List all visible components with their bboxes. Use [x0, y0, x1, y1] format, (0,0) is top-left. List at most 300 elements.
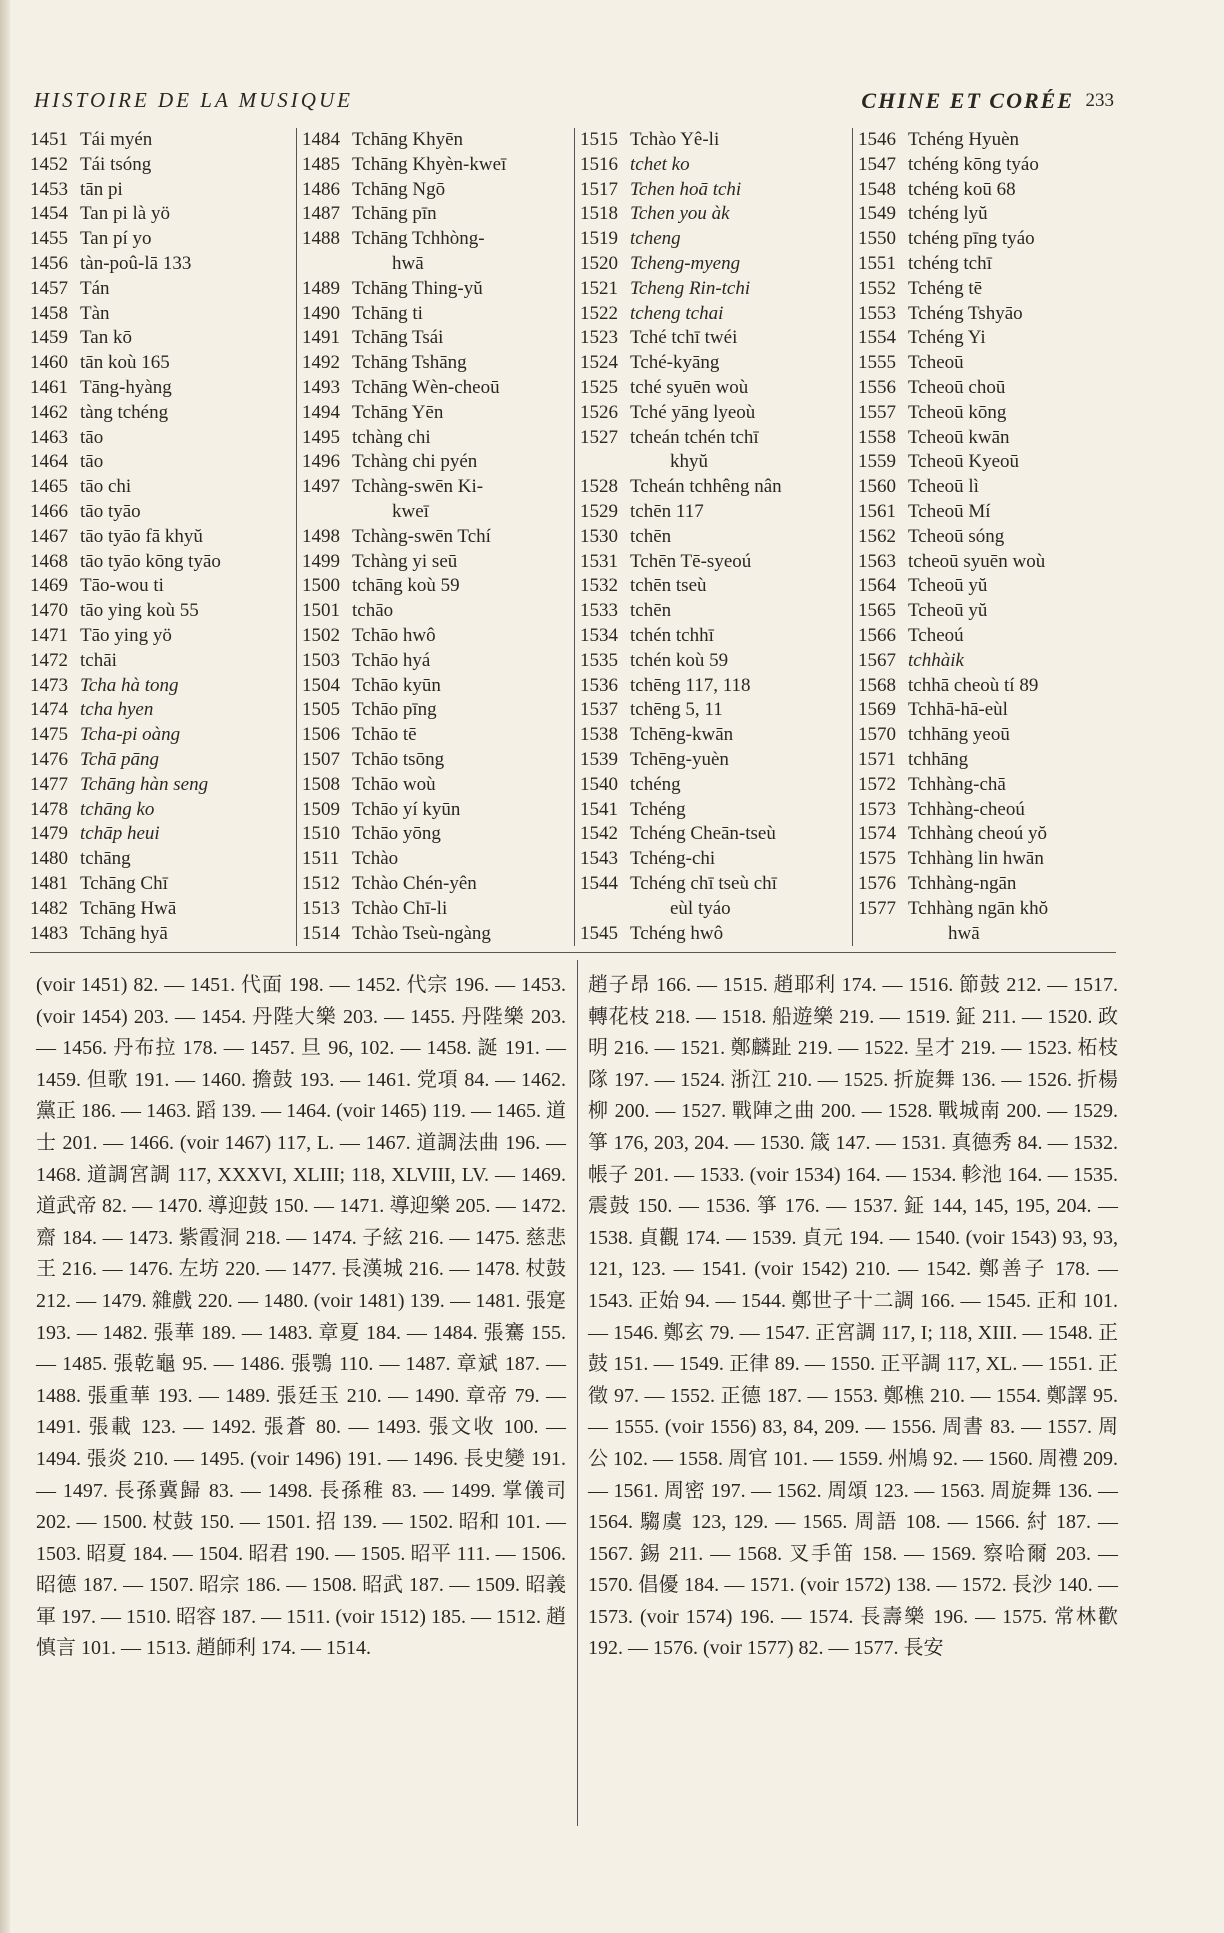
entry-number: 1536: [580, 674, 618, 696]
index-entry: [302, 450, 574, 475]
entry-term: Tchāng pīn: [352, 203, 437, 225]
index-entry: [302, 401, 574, 426]
index-entry: [302, 574, 574, 599]
index-entry: [302, 822, 574, 847]
index-entry: [858, 872, 1120, 897]
index-entry: [858, 326, 1120, 351]
index-entry: [580, 128, 852, 153]
entry-number: 1473: [30, 674, 68, 696]
index-entry: [30, 153, 292, 178]
header-title-left: HISTOIRE DE LA MUSIQUE: [34, 88, 353, 112]
entry-number: 1496: [302, 451, 340, 473]
column-rule: [574, 128, 575, 946]
entry-number: 1525: [580, 376, 618, 398]
index-entry: [30, 302, 292, 327]
entry-number: 1526: [580, 401, 618, 423]
entry-number: [858, 922, 908, 947]
entry-number: 1464: [30, 451, 68, 473]
entry-term: Tái tsóng: [80, 153, 152, 175]
entry-term: tchàng chi: [352, 426, 431, 448]
entry-number: 1576: [858, 872, 896, 894]
entry-number: 1575: [858, 848, 896, 870]
entry-number: 1506: [302, 724, 340, 746]
entry-term: Tan pi là yö: [80, 203, 170, 225]
index-entry: [858, 202, 1120, 227]
index-entry: [580, 376, 852, 401]
index-entry: [858, 376, 1120, 401]
entry-number: 1574: [858, 823, 896, 845]
index-entry: [580, 698, 852, 723]
index-entry: [302, 475, 574, 500]
entry-number: 1510: [302, 823, 340, 845]
entry-term: Tcheoū Kyeoū: [908, 451, 1020, 473]
index-entry: [580, 798, 852, 823]
entry-number: 1524: [580, 352, 618, 374]
entry-term: Tchéng-chi: [630, 848, 716, 870]
index-entry: [580, 574, 852, 599]
entry-term: Tchāng Wèn-cheoū: [352, 376, 500, 398]
entry-number: 1501: [302, 600, 340, 622]
index-entry: [858, 401, 1120, 426]
index-entry: [580, 252, 852, 277]
entry-term: Tchào Chī-li: [352, 897, 448, 919]
entry-number: 1474: [30, 699, 68, 721]
entry-term: Tchéng: [630, 798, 686, 820]
entry-term: kweī: [392, 500, 429, 522]
entry-number: 1567: [858, 649, 896, 671]
entry-term: Tcha hà tong: [80, 674, 179, 696]
entry-term: tāo tyāo: [80, 500, 141, 522]
entry-number: 1565: [858, 600, 896, 622]
section-divider: [30, 952, 1116, 953]
index-entry: [302, 649, 574, 674]
entry-term: tāo tyāo fā khyŭ: [80, 525, 203, 547]
entry-number: 1507: [302, 748, 340, 770]
entry-term: tcheng: [630, 228, 681, 250]
index-entry: [302, 326, 574, 351]
entry-number: 1509: [302, 798, 340, 820]
entry-term: tchén koù 59: [630, 649, 729, 671]
entry-number: 1477: [30, 773, 68, 795]
entry-term: tchāo: [352, 600, 394, 622]
index-entry: [30, 128, 292, 153]
entry-term: tàng tchéng: [80, 401, 169, 423]
entry-term: tchhàik: [908, 649, 964, 671]
entry-number: 1498: [302, 525, 340, 547]
index-entry: [580, 500, 852, 525]
index-entry: [580, 649, 852, 674]
entry-number: 1533: [580, 600, 618, 622]
entry-term: tchéng pīng tyáo: [908, 228, 1035, 250]
index-entry: [580, 475, 852, 500]
entry-number: 1453: [30, 178, 68, 200]
entry-number: 1491: [302, 327, 340, 349]
entry-number: [302, 500, 352, 525]
index-entry: [30, 624, 292, 649]
entry-number: 1542: [580, 823, 618, 845]
entry-number: 1478: [30, 798, 68, 820]
entry-term: tchéng: [630, 773, 681, 795]
entry-term: tāo: [80, 451, 104, 473]
entry-term: hwā: [948, 922, 980, 944]
entry-term: tchhāng: [908, 748, 969, 770]
index-entry: [858, 153, 1120, 178]
entry-term: khyŭ: [670, 451, 708, 473]
index-entry: [858, 500, 1120, 525]
entry-number: 1452: [30, 153, 68, 175]
entry-term: Tchāng ti: [352, 302, 423, 324]
entry-term: tcheng tchai: [630, 302, 724, 324]
index-entry: [858, 128, 1120, 153]
entry-term: Tcheoú: [908, 624, 964, 646]
index-entry: [302, 376, 574, 401]
index-entry: [858, 723, 1120, 748]
index-entry: [302, 550, 574, 575]
entry-number: 1486: [302, 178, 340, 200]
index-entry: [858, 351, 1120, 376]
entry-term: Tchhàng-cheoú: [908, 798, 1025, 820]
entry-term: Tchhàng lin hwān: [908, 848, 1044, 870]
entry-number: 1555: [858, 352, 896, 374]
index-entry: [302, 202, 574, 227]
entry-number: 1554: [858, 327, 896, 349]
entry-term: Tchāng Chī: [80, 872, 168, 894]
entry-term: Tchāng Tchhòng-: [352, 228, 485, 250]
index-entry: [302, 698, 574, 723]
entry-term: tāo ying koù 55: [80, 600, 199, 622]
entry-number: 1543: [580, 848, 618, 870]
entry-number: 1573: [858, 798, 896, 820]
entry-number: 1544: [580, 872, 618, 894]
entry-number: 1489: [302, 277, 340, 299]
entry-term: Tchēng-yuèn: [630, 748, 729, 770]
entry-number: 1540: [580, 773, 618, 795]
index-entry: [302, 302, 574, 327]
entry-number: 1495: [302, 426, 340, 448]
entry-term: Tchāng Thing-yŭ: [352, 277, 483, 299]
index-entry: [302, 500, 574, 525]
index-entry: [30, 500, 292, 525]
entry-term: tchēn tseù: [630, 575, 707, 597]
entry-term: Tcheoū yŭ: [908, 575, 988, 597]
entry-number: 1569: [858, 699, 896, 721]
entry-term: tchhā cheoù tí 89: [908, 674, 1039, 696]
index-entry: [30, 723, 292, 748]
entry-term: Tchéng Hyuèn: [908, 129, 1020, 150]
entry-number: 1487: [302, 203, 340, 225]
entry-term: Tāo-wou ti: [80, 575, 164, 597]
entry-number: 1480: [30, 848, 68, 870]
entry-number: 1514: [302, 922, 340, 944]
entry-number: 1539: [580, 748, 618, 770]
entry-term: tchhāng yeoū: [908, 724, 1010, 746]
entry-number: 1523: [580, 327, 618, 349]
entry-term: Tchàng chi pyén: [352, 451, 478, 473]
entry-number: 1515: [580, 129, 618, 150]
entry-number: 1475: [30, 724, 68, 746]
index-entry: [858, 450, 1120, 475]
entry-number: 1572: [858, 773, 896, 795]
index-entry: [580, 550, 852, 575]
entry-term: Tchàng-swēn Ki-: [352, 476, 484, 498]
index-entry: [858, 599, 1120, 624]
entry-number: 1519: [580, 228, 618, 250]
entry-term: Tchēng-kwān: [630, 724, 734, 746]
entry-term: Tchhàng ngān khŏ: [908, 897, 1049, 919]
entry-number: 1558: [858, 426, 896, 448]
entry-number: 1451: [30, 129, 68, 150]
entry-number: 1511: [302, 848, 340, 870]
index-column-1: [30, 128, 292, 946]
entry-number: 1490: [302, 302, 340, 324]
entry-number: 1546: [858, 129, 896, 150]
header-title-right: CHINE ET CORÉE: [861, 88, 1074, 113]
entry-number: 1541: [580, 798, 618, 820]
index-entry: [30, 426, 292, 451]
entry-term: tchéng kōng tyáo: [908, 153, 1039, 175]
index-entry: [302, 178, 574, 203]
entry-term: tchéng koū 68: [908, 178, 1016, 200]
index-entry: [580, 426, 852, 451]
page-binding-edge: [0, 0, 10, 1933]
index-entry: [30, 475, 292, 500]
index-entry: [580, 277, 852, 302]
entry-number: [580, 450, 630, 475]
entry-term: tchāng koù 59: [352, 575, 460, 597]
running-header: [34, 88, 1114, 116]
entry-term: Tcheng Rin-tchi: [630, 277, 751, 299]
entry-term: Tāng-hyàng: [80, 376, 172, 398]
entry-term: Tchào: [352, 848, 399, 870]
index-entry: [580, 897, 852, 922]
index-entry: [30, 326, 292, 351]
notes-left: (voir 1451) 82. — 1451. 代面 198. — 1452. 代宗 196. — 1453. (voir 1454) 203. — 1454. 丹陛大樂 203. — 1455. 丹陛樂 203. — 1456. 丹布拉 178. — 1457. 旦 96, 102. — 1458. 誕 191. — 1459. 但歌 191. — 1460. 擔鼓 193. — 1461. 党項 84. — 1462. 黨正 186. — 1463. 蹈 139. — 1464. (voir 1465) 119. — 1465. 道士 201. — 1466. (voir 1467) 117, L. — 1467. 道調法曲 196. — 1468. 道調宮調 117, XXXVI, XLIII; 118, XLVIII, LV. — 1469. 道武帝 82. — 1470. 導迎鼓 150. — 1471. 導迎樂 205. — 1472. 齋 184. — 1473. 紫霞洞 218. — 1474. 子絃 216. — 1475. 慈悲王 216. — 1476. 左坊 220. — 1477. 長漢城 216. — 1478. 杖鼓 212. — 1479. 雜戲 220. — 1480. (voir 1481) 139. — 1481. 張寔 193. — 1482. 張華 189. — 1483. 章夏 184. — 1484. 張騫 155. — 1485. 張乾龜 95. — 1486. 張鶚 110. — 1487. 章斌 187. — 1488. 張重華 193. — 1489. 張廷玉 210. — 1490. 章帝 79. — 1491. 張載 123. — 1492. 張蒼 80. — 1493. 張文收 100. — 1494. 張炎 210. — 1495. (voir 1496) 191. — 1496. 長史變 191. — 1497. 長孫冀歸 83. — 1498. 長孫稚 83. — 1499. 掌儀司 202. — 1500. 杖鼓 150. — 1501. 招 139. — 1502. 昭和 101. — 1503. 昭夏 184. — 1504. 昭君 190. — 1505. 昭平 111. — 1506. 昭德 187. — 1507. 昭宗 186. — 1508. 昭武 187. — 1509. 昭義軍 197. — 1510. 昭容 187. — 1511. (voir 1512) 185. — 1512. 趙慎言 101. — 1513. 趙師利 174. — 1514.: [36, 974, 566, 1660]
entry-number: 1521: [580, 277, 618, 299]
entry-term: tāo tyāo kōng tyāo: [80, 550, 221, 572]
entry-term: Tchā pāng: [80, 748, 160, 770]
entry-term: tcheán tchén tchī: [630, 426, 759, 448]
entry-term: tān koù 165: [80, 352, 170, 374]
entry-number: 1552: [858, 277, 896, 299]
index-entry: [858, 922, 1120, 947]
entry-term: Tchhàng-ngān: [908, 872, 1017, 894]
entry-term: Tchāo tsōng: [352, 748, 445, 770]
entry-number: 1465: [30, 476, 68, 498]
entry-term: Tán: [80, 277, 110, 299]
entry-term: Tái myén: [80, 129, 153, 150]
entry-number: 1532: [580, 575, 618, 597]
entry-term: Tchen hoā tchi: [630, 178, 742, 200]
entry-term: tchāp heui: [80, 823, 160, 845]
entry-term: tcha hyen: [80, 699, 154, 721]
index-entry: [858, 574, 1120, 599]
index-entry: [858, 897, 1120, 922]
entry-number: 1457: [30, 277, 68, 299]
entry-number: 1520: [580, 252, 618, 274]
index-entry: [30, 178, 292, 203]
entry-term: Tchéng Cheān-tseù: [630, 823, 776, 845]
index-entry: [580, 326, 852, 351]
entry-term: Tchāng Ngō: [352, 178, 446, 200]
entry-term: Tcha-pi oàng: [80, 724, 181, 746]
entry-term: Tchen you àk: [630, 203, 730, 225]
entry-number: 1461: [30, 376, 68, 398]
index-entry: [302, 624, 574, 649]
entry-number: 1547: [858, 153, 896, 175]
entry-number: 1577: [858, 897, 896, 919]
entry-number: 1463: [30, 426, 68, 448]
index-entry: [30, 897, 292, 922]
entry-term: Tchào Tseù-ngàng: [352, 922, 491, 944]
entry-term: Tchāo kyūn: [352, 674, 441, 696]
index-entry: [580, 624, 852, 649]
entry-term: Tchāo pīng: [352, 699, 437, 721]
entry-term: tchén tchhī: [630, 624, 714, 646]
index-entry: [30, 748, 292, 773]
entry-term: Tchāng Tshāng: [352, 352, 467, 374]
entry-number: 1500: [302, 575, 340, 597]
entry-term: tchēn: [630, 525, 672, 547]
entry-number: 1538: [580, 724, 618, 746]
entry-number: 1467: [30, 525, 68, 547]
entry-term: Tchào Chén-yên: [352, 872, 477, 894]
entry-term: tāo: [80, 426, 104, 448]
entry-term: Tchāo hyá: [352, 649, 431, 671]
index-entry: [580, 773, 852, 798]
entry-number: 1551: [858, 252, 896, 274]
index-entry: [30, 674, 292, 699]
entry-term: Tchhàng-chā: [908, 773, 1006, 795]
entry-number: 1472: [30, 649, 68, 671]
entry-number: 1469: [30, 575, 68, 597]
entry-number: 1527: [580, 426, 618, 448]
entry-term: Tàn: [80, 302, 110, 324]
index-entry: [302, 153, 574, 178]
entry-number: 1479: [30, 823, 68, 845]
entry-term: tchēng 5, 11: [630, 699, 723, 721]
index-entry: [858, 302, 1120, 327]
index-entry: [580, 822, 852, 847]
entry-term: tāo chi: [80, 476, 132, 498]
index-entry: [580, 847, 852, 872]
index-entry: [302, 674, 574, 699]
entry-number: 1534: [580, 624, 618, 646]
entry-number: 1481: [30, 872, 68, 894]
entry-number: 1571: [858, 748, 896, 770]
index-entry: [858, 674, 1120, 699]
entry-term: Tchào Yê-li: [630, 129, 720, 150]
index-entry: [580, 599, 852, 624]
notes-right: 趙子昂 166. — 1515. 趙耶利 174. — 1516. 節鼓 212. — 1517. 轉花枝 218. — 1518. 船遊樂 219. — 1519. 鉦 211. — 1520. 政明 216. — 1521. 鄭麟趾 219. — 1522. 呈才 219. — 1523. 柘枝隊 197. — 1524. 浙江 210. — 1525. 折旋舞 136. — 1526. 折楊柳 200. — 1527. 戰陣之曲 200. — 1528. 戰城南 200. — 1529. 箏 176, 203, 204. — 1530. 箴 147. — 1531. 真德秀 84. — 1532. 帳子 201. — 1533. (voir 1534) 164. — 1534. 軫池 164. — 1535. 震鼓 150. — 1536. 箏 176. — 1537. 鉦 144, 145, 195, 204. — 1538. 貞觀 174. — 1539. 貞元 194. — 1540. (voir 1543) 93, 93, 121, 123. — 1541. (voir 1542) 210. — 1542. 鄭善子 178. — 1543. 正始 94. — 1544. 鄭世子十二調 166. — 1545. 正和 101. — 1546. 鄭玄 79. — 1547. 正宮調 117, I; 118, XIII. — 1548. 正鼓 151. — 1549. 正律 89. — 1550. 正平調 117, XL. — 1551. 正徵 97. — 1552. 正德 187. — 1553. 鄭樵 210. — 1554. 鄭譯 95. — 1555. (voir 1556) 83, 84, 209. — 1556. 周書 83. — 1557. 周公 102. — 1558. 周官 101. — 1559. 州鳩 92. — 1560. 周禮 209. — 1561. 周密 197. — 1562. 周頌 123. — 1563. 周旋舞 136. — 1564. 騶虞 123, 129. — 1565. 周語 108. — 1566. 紂 187. — 1567. 錫 211. — 1568. 叉手笛 158. — 1569. 察哈爾 203. — 1570. 倡優 184. — 1571. (voir 1572) 138. — 1572. 長沙 140. — 1573. (voir 1574) 196. — 1574. 長壽樂 196. — 1575. 常林歡 192. — 1576. (voir 1577) 82. — 1577. 長安: [588, 974, 1118, 1660]
entry-term: tàn-poû-lā 133: [80, 252, 192, 274]
entry-term: tchéng lyŭ: [908, 203, 988, 225]
index-entry: [858, 178, 1120, 203]
index-entry: [580, 748, 852, 773]
entry-term: tché syuēn woù: [630, 376, 749, 398]
entry-term: Tchēn Tē-syeoú: [630, 550, 752, 572]
entry-term: tchet ko: [630, 153, 690, 175]
entry-term: Tchāo woù: [352, 773, 436, 795]
entry-term: Tcheoū Mí: [908, 500, 991, 522]
entry-number: 1568: [858, 674, 896, 696]
entry-number: 1535: [580, 649, 618, 671]
entry-number: [302, 252, 352, 277]
index-entry: [302, 426, 574, 451]
entry-number: 1566: [858, 624, 896, 646]
index-entry: [30, 227, 292, 252]
index-entry: [580, 525, 852, 550]
entry-term: Tcheoū lì: [908, 476, 979, 498]
entry-number: 1504: [302, 674, 340, 696]
index-entry: [30, 574, 292, 599]
index-entry: [302, 351, 574, 376]
index-entry: [30, 822, 292, 847]
entry-number: 1503: [302, 649, 340, 671]
index-entry: [302, 723, 574, 748]
entry-number: 1563: [858, 550, 896, 572]
entry-term: tchāng: [80, 848, 131, 870]
entry-term: tchēng 117, 118: [630, 674, 751, 696]
entry-term: Tcheoū kwān: [908, 426, 1010, 448]
index-entry: [580, 227, 852, 252]
entry-term: Tcheoū yŭ: [908, 600, 988, 622]
index-entry: [302, 599, 574, 624]
index-entry: [30, 798, 292, 823]
entry-term: Tcheoū sóng: [908, 525, 1005, 547]
entry-number: 1556: [858, 376, 896, 398]
index-entry: [30, 922, 292, 947]
index-entry: [858, 748, 1120, 773]
entry-number: 1570: [858, 724, 896, 746]
entry-term: Tchhàng cheoú yŏ: [908, 823, 1048, 845]
entry-term: Tchéng hwô: [630, 922, 724, 944]
entry-term: tcheoū syuēn woù: [908, 550, 1046, 572]
index-entry: [30, 351, 292, 376]
index-entry: [858, 698, 1120, 723]
entry-number: 1522: [580, 302, 618, 324]
entry-number: 1454: [30, 203, 68, 225]
entry-number: 1466: [30, 500, 68, 522]
entry-term: Tchàng yi seū: [352, 550, 458, 572]
index-entry: [302, 847, 574, 872]
entry-number: 1502: [302, 624, 340, 646]
entry-number: 1458: [30, 302, 68, 324]
entry-number: 1564: [858, 575, 896, 597]
entry-term: Tan kō: [80, 327, 132, 349]
entry-term: tchēn 117: [630, 500, 704, 522]
entry-term: Tchāo tē: [352, 724, 417, 746]
entry-term: Tcheoū: [908, 352, 964, 374]
index-entry: [580, 922, 852, 947]
index-entry: [302, 525, 574, 550]
entry-number: 1512: [302, 872, 340, 894]
index-entry: [30, 847, 292, 872]
entry-term: tchéng tchī: [908, 252, 992, 274]
column-rule: [296, 128, 297, 946]
entry-number: 1459: [30, 327, 68, 349]
entry-number: 1456: [30, 252, 68, 274]
entry-number: 1455: [30, 228, 68, 250]
index-entry: [580, 872, 852, 897]
entry-term: tān pi: [80, 178, 123, 200]
index-entry: [580, 723, 852, 748]
entry-number: 1518: [580, 203, 618, 225]
entry-number: 1505: [302, 699, 340, 721]
index-entry: [580, 450, 852, 475]
index-entry: [302, 872, 574, 897]
entry-term: Tchàng-swēn Tchí: [352, 525, 491, 547]
index-entry: [580, 351, 852, 376]
